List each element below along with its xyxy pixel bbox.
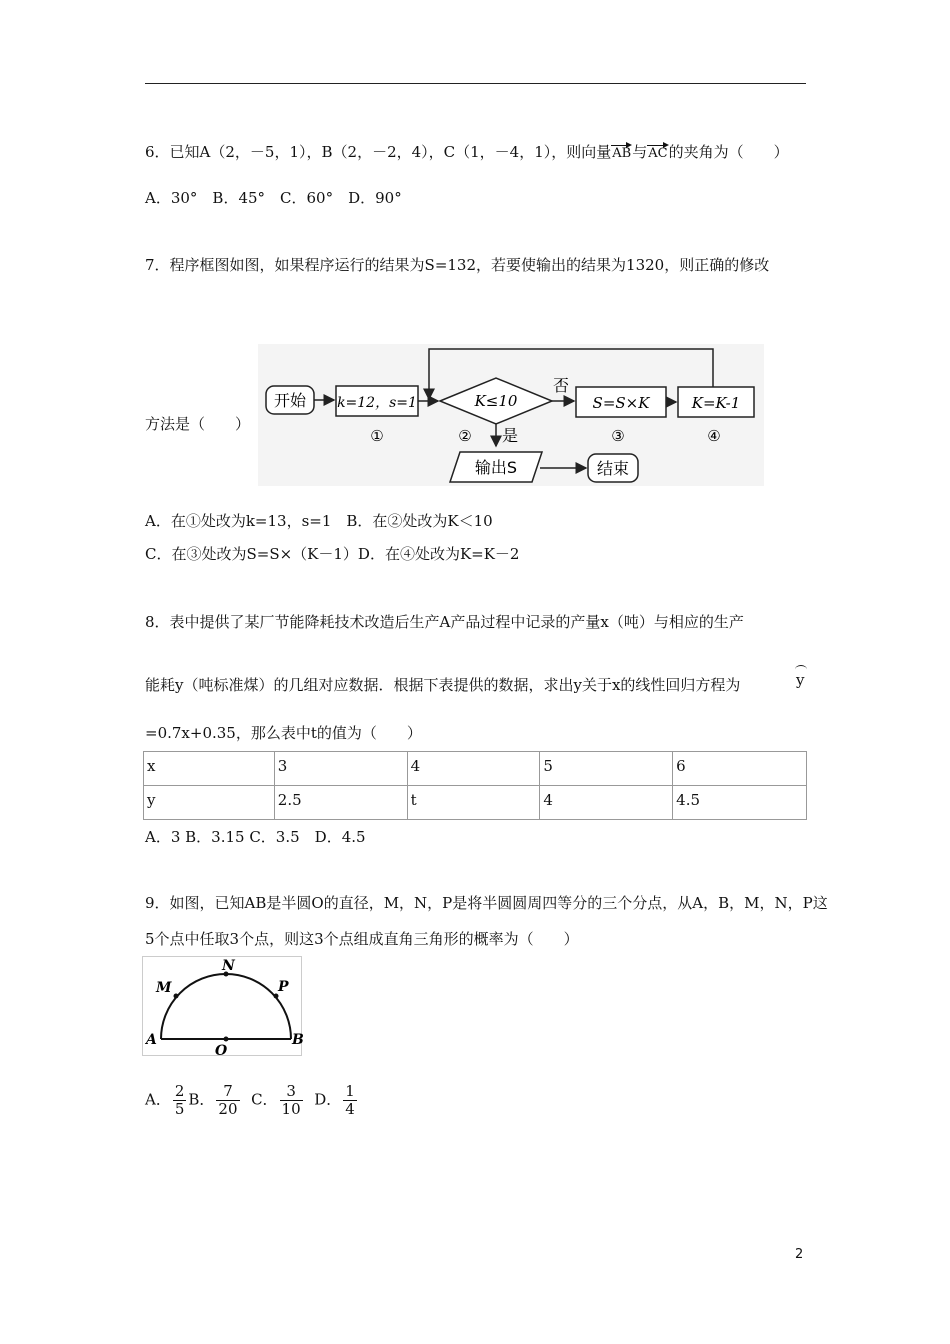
flow-init-label: k=12，s=1 xyxy=(337,395,417,411)
table-cell: 4 xyxy=(540,786,673,820)
question-8-stem-line1: 8．表中提供了某厂节能降耗技术改造后生产A产品过程中记录的产量x（吨）与相应的生产 xyxy=(145,613,744,631)
fraction-denominator: 5 xyxy=(174,1100,185,1118)
flow-mark-1: ① xyxy=(370,427,384,445)
fraction-denominator: 20 xyxy=(218,1100,238,1118)
flow-mark-2: ② xyxy=(458,427,472,445)
flow-mark-3: ③ xyxy=(611,427,625,445)
table-cell: 6 xyxy=(673,752,807,786)
flow-yes-label: 是 xyxy=(501,426,519,445)
table-cell: 5 xyxy=(540,752,673,786)
flowchart-figure xyxy=(258,344,764,486)
option-b-label: B． xyxy=(188,1090,215,1109)
question-9-stem-line2: 5个点中任取3个点，则这3个点组成直角三角形的概率为（ ） xyxy=(145,930,579,948)
table-cell: 4.5 xyxy=(673,786,807,820)
table-row xyxy=(144,752,807,786)
option-b-fraction xyxy=(216,1083,239,1118)
flow-no-label: 否 xyxy=(552,376,570,395)
point-m xyxy=(174,994,179,999)
option-d-fraction xyxy=(343,1083,357,1118)
label-p: P xyxy=(278,979,289,995)
question-7-stem-cont: 方法是（ ） xyxy=(145,415,251,433)
question-8-options: A．3 B．3.15 C．3.5 D．4.5 xyxy=(145,828,366,846)
question-9-options xyxy=(145,1083,359,1118)
option-d-label: D． xyxy=(314,1090,342,1109)
question-6-stem xyxy=(145,141,789,162)
label-b: B xyxy=(292,1032,304,1048)
flow-output-label: 输出S xyxy=(474,458,518,477)
point-o xyxy=(224,1037,229,1042)
q6-stem-part-a: 6．已知A（2，－5，1），B（2，－2，4），C（1，－4，1），则向量 xyxy=(145,143,612,161)
fraction-numerator: 7 xyxy=(216,1083,239,1101)
semicircle-figure xyxy=(142,956,304,1059)
option-a-fraction xyxy=(173,1083,187,1118)
question-7-options-line2: C．在③处改为S=S×（K－1）D．在④处改为K=K－2 xyxy=(145,545,520,563)
question-7-options-line1: A．在①处改为k=13，s=1 B．在②处改为K＜10 xyxy=(145,512,493,530)
question-8-stem-line3: =0.7x+0.35，那么表中t的值为（ ） xyxy=(145,724,422,742)
option-c-fraction xyxy=(280,1083,303,1118)
question-8-stem-line2: 能耗y（吨标准煤）的几组对应数据．根据下表提供的数据，求出y关于x的线性回归方程为 xyxy=(145,676,741,694)
fraction-numerator: 1 xyxy=(345,1082,355,1100)
flow-mark-4: ④ xyxy=(707,427,721,445)
header-rule xyxy=(145,83,806,84)
fraction-denominator: 10 xyxy=(281,1100,301,1118)
option-a-label: A． xyxy=(145,1090,171,1109)
y-hat-letter: y xyxy=(796,671,805,689)
question-9-stem-line1: 9．如图，已知AB是半圆O的直径，M，N，P是将半圆圆周四等分的三个分点，从A，B，M，N，P这 xyxy=(145,894,828,912)
table-cell: y xyxy=(144,786,275,820)
flow-start-label: 开始 xyxy=(273,391,307,410)
table-cell: 4 xyxy=(407,752,540,786)
flow-end-label: 结束 xyxy=(596,459,630,478)
table-cell: 3 xyxy=(274,752,407,786)
q6-stem-part-c: 的夹角为（ ） xyxy=(668,143,789,161)
question-7-stem: 7．程序框图如图，如果程序运行的结果为S=132，若要使输出的结果为1320，则正确的修改 xyxy=(145,256,770,274)
label-n: N xyxy=(222,958,235,974)
vector-ab: AB xyxy=(612,146,632,161)
fraction-numerator: 3 xyxy=(280,1083,303,1101)
flow-condition-label: K≤10 xyxy=(474,392,518,410)
fraction-denominator: 4 xyxy=(345,1100,355,1118)
table-cell: t xyxy=(407,786,540,820)
fraction-numerator: 2 xyxy=(174,1082,185,1100)
question-6-options: A．30° B．45° C．60° D．90° xyxy=(145,189,402,207)
q6-stem-part-b: 与 xyxy=(632,143,648,161)
vector-ac: AC xyxy=(648,146,668,161)
y-hat-symbol xyxy=(796,671,804,689)
label-o: O xyxy=(215,1043,228,1059)
data-table xyxy=(143,751,807,820)
label-a: A xyxy=(146,1032,157,1048)
option-c-label: C． xyxy=(251,1090,278,1109)
page-number: 2 xyxy=(795,1247,804,1262)
flow-decrement-label: K=K-1 xyxy=(691,394,741,412)
table-row xyxy=(144,786,807,820)
table-cell: x xyxy=(144,752,275,786)
flow-assign-label: S=S×K xyxy=(592,394,650,412)
label-m: M xyxy=(156,980,172,996)
table-cell: 2.5 xyxy=(274,786,407,820)
